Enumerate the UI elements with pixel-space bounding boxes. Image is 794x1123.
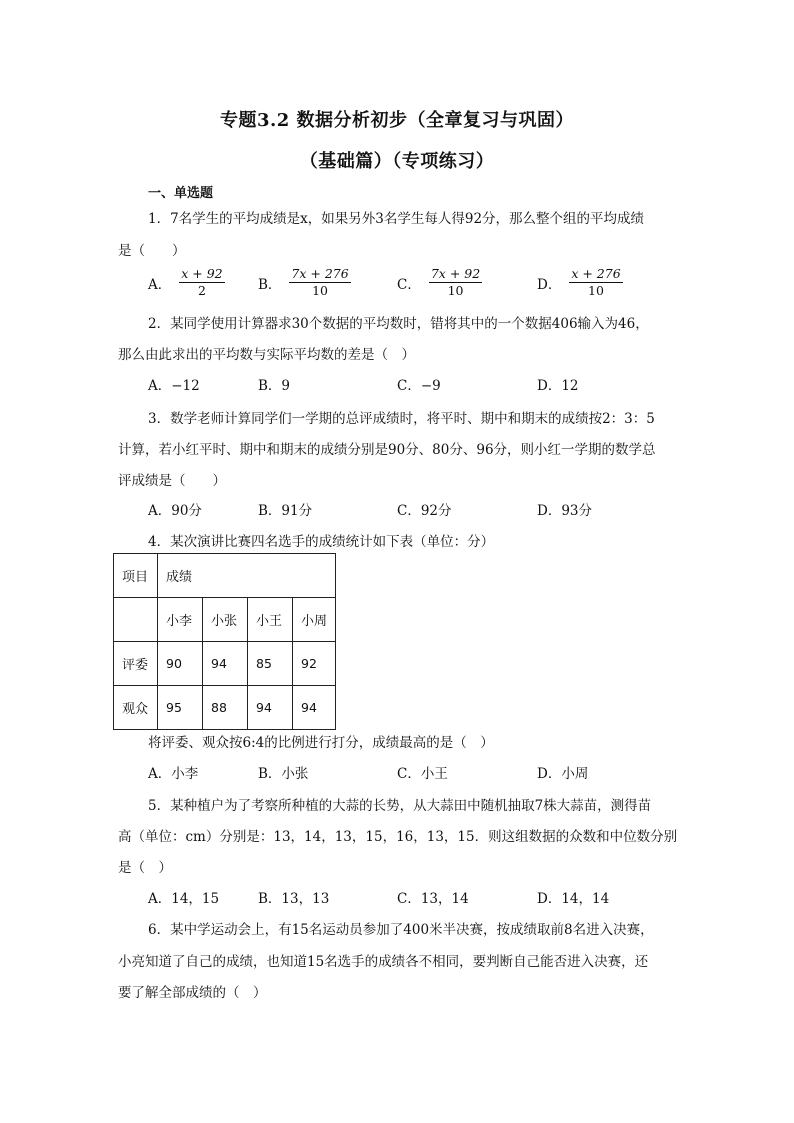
table-header-name: 小周 [293,598,336,642]
q1-option-d [537,266,623,299]
table-cell: 85 [248,642,293,686]
option-label: C． [397,276,421,293]
q3-option-a: A．90分 [148,503,202,519]
q6-stem-line1: 6．某中学运动会上，有15名运动员参加了400米半决赛，按成绩取前8名进入决赛， [148,922,654,938]
q6-stem-line3: 要了解全部成绩的（ ） [118,985,267,1001]
q5-stem-line2: 高（单位：cm）分别是：13，14，13，15，16，13，15．则这组数据的众数和中位数分别 [118,829,678,845]
q4-stem-line2: 将评委、观众按6:4的比例进行打分，成绩最高的是（ ） [148,735,494,751]
fraction-numerator: 7x + 92 [430,266,481,281]
q1-stem-line2: 是（ ） [118,243,186,259]
q4-stem-line1: 4．某次演讲比赛四名选手的成绩统计如下表（单位：分） [148,534,495,550]
table-row-label: 观众 [114,686,158,730]
q2-option-b: B．9 [258,378,291,394]
q1-option-b [258,266,351,299]
q5-option-c: C．13，14 [397,891,469,907]
q6-stem-line2: 小亮知道了自己的成绩，也知道15名选手的成绩各不相同，要判断自己能否进入决赛，还 [118,954,649,970]
table-cell-empty [114,598,158,642]
fraction-denominator: 10 [447,283,464,298]
q2-stem-line2: 那么由此求出的平均数与实际平均数的差是（ ） [118,347,415,363]
q2-option-a: A．−12 [148,378,200,394]
table-cell: 95 [158,686,203,730]
q2-option-c: C．−9 [397,378,441,394]
page-title: 专题3.2 数据分析初步（全章复习与巩固） [219,110,575,131]
table-row [114,554,336,598]
table-cell: 90 [158,642,203,686]
table-header-item: 项目 [114,554,158,598]
q1-stem-line1: 1．7名学生的平均成绩是x，如果另外3名学生每人得92分，那么整个组的平均成绩 [148,211,645,227]
fraction-denominator: 10 [312,283,329,298]
table-header-score: 成绩 [158,554,336,598]
q3-stem-line2: 计算，若小红平时、期中和期末的成绩分别是90分、80分、96分，则小红一学期的数学总 [118,442,656,458]
table-header-name: 小李 [158,598,203,642]
q1-option-a [148,266,225,299]
q2-stem-line1: 2．某同学使用计算器求30个数据的平均数时，错将其中的一个数据406输入为46， [148,316,649,332]
table-row-label: 评委 [114,642,158,686]
option-label: D． [537,276,562,293]
table-row [114,642,336,686]
page-subtitle: （基础篇）（专项练习） [299,151,495,172]
q1-option-c [397,266,482,299]
q4-option-d: D．小周 [537,766,589,782]
score-table [113,553,336,730]
q3-option-d: D．93分 [537,503,593,519]
fraction-numerator: x + 92 [181,266,223,281]
q2-option-d: D．12 [537,378,579,394]
fraction-numerator: 7x + 276 [291,266,349,281]
fraction-numerator: x + 276 [571,266,621,281]
fraction-denominator: 2 [197,283,206,298]
table-row [114,686,336,730]
table-header-name: 小张 [203,598,248,642]
q3-option-b: B．91分 [258,503,313,519]
fraction [569,266,622,299]
table-cell: 94 [293,686,336,730]
q4-option-a: A．小李 [148,766,199,782]
q3-stem-line3: 评成绩是（ ） [118,473,226,489]
option-label: B． [258,276,282,293]
q3-option-c: C．92分 [397,503,452,519]
fraction [429,266,482,299]
table-cell: 92 [293,642,336,686]
option-label: A． [148,276,172,293]
table-cell: 88 [203,686,248,730]
table-cell: 94 [248,686,293,730]
q5-option-a: A．14，15 [148,891,220,907]
q5-stem-line1: 5．某种植户为了考察所种植的大蒜的长势，从大蒜田中随机抽取7株大蒜苗，测得苗 [148,798,652,814]
q5-option-b: B．13，13 [258,891,330,907]
section-heading: 一、单选题 [148,186,214,201]
table-header-name: 小王 [248,598,293,642]
q5-option-d: D．14，14 [537,891,610,907]
fraction-denominator: 10 [588,283,604,298]
q4-option-b: B．小张 [258,766,309,782]
table-row [114,598,336,642]
q3-stem-line1: 3．数学老师计算同学们一学期的总评成绩时，将平时、期中和期末的成绩按2：3：5 [148,411,655,427]
fraction [179,266,224,299]
q5-stem-line3: 是（ ） [118,860,172,876]
q4-option-c: C．小王 [397,766,448,782]
fraction [289,266,350,299]
table-cell: 94 [203,642,248,686]
